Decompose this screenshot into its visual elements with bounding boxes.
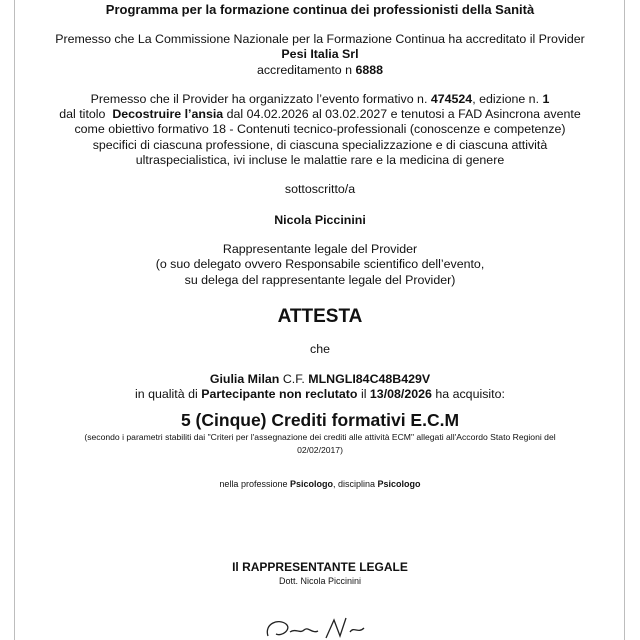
event-number: 474524 [430,91,473,106]
participant-line [30,372,610,387]
role-line-2: (o suo delegato ovvero Responsabile scientifico dell’evento, [155,257,485,272]
credits-heading: 5 (Cinque) Crediti formativi E.C.M [180,409,460,430]
role-line-1: Rappresentante legale del Provider [222,241,418,256]
criteria-line-1: (secondo i parametri stabiliti dai "Criteri per l'assegnazione dei crediti alle attività ECM" allegati all'Accordo Stato Regioni del [84,431,556,442]
che-label: che [310,341,330,356]
profession-value: Psicologo [289,478,333,489]
fiscal-code: MLNGLI84C48B429V [308,372,431,387]
accreditation-label: accreditamento n [256,62,353,77]
signer-name: Nicola Piccinini [274,212,366,227]
profession-label: nella professione [219,478,288,489]
criteria-note [30,431,610,457]
provider-name: Pesi Italia Srl [281,47,359,62]
sottoscritto-label: sottoscritto/a [284,182,356,197]
accreditation-line [30,63,610,78]
criteria-line-2: 02/02/2017) [297,444,343,455]
handwritten-signature [260,610,380,640]
premise-event [30,92,610,168]
edition-number: 1 [542,91,550,106]
acquisition-date: 13/08/2026 [369,387,432,402]
left-border-line [14,0,15,640]
participant-block [30,372,610,403]
cf-label: C.F. [282,372,305,387]
premise-provider [30,32,610,78]
legal-rep-name: Dott. Nicola Piccinini [278,575,362,586]
qualification-value: Partecipante non reclutato [201,387,358,402]
event-dates-text: dal 04.02.2026 al 03.02.2027 e tenutosi a FAD Asincrona avente [226,107,581,122]
date-label: il [360,387,367,402]
event-line-2 [30,107,610,122]
accreditation-number: 6888 [355,62,384,77]
event-line-1 [30,92,610,107]
signer-role [30,242,610,288]
right-border-line [624,0,625,640]
discipline-value: Psicologo [377,478,421,489]
edition-label: , edizione n. [472,91,540,106]
event-line-3: come obiettivo formativo 18 - Contenuti tecnico-professionali (conoscenze e competenze) [74,122,566,137]
attesta-heading: ATTESTA [277,305,363,327]
legal-rep-title: Il RAPPRESENTANTE LEGALE [232,559,408,574]
title-label: dal titolo [59,107,106,122]
event-line-5: ultraspecialistica, ivi incluse le malattie rare e la medicina di genere [135,153,505,168]
certificate-content [30,0,610,587]
event-line-4: specifici di ciascuna professione, di ciascuna specializzazione e di ciascuna attività [92,137,548,152]
qualification-label: in qualità di [135,387,198,402]
participant-name: Giulia Milan [209,372,280,387]
event-title: Decostruire l’ansia [112,107,224,122]
qualification-line [30,387,610,402]
event-line-1-text: Premesso che il Provider ha organizzato l’evento formativo n. [90,91,428,106]
program-heading: Programma per la formazione continua dei professionisti della Sanità [105,2,535,17]
profession-line [30,478,610,490]
premise-provider-text: Premesso che La Commissione Nazionale per la Formazione Continua ha accreditato il Provider [55,32,585,46]
acquired-label: ha acquisito: [435,387,505,402]
discipline-label: , disciplina [333,478,376,489]
role-line-3: su delega del rappresentante legale del Provider) [184,272,456,287]
